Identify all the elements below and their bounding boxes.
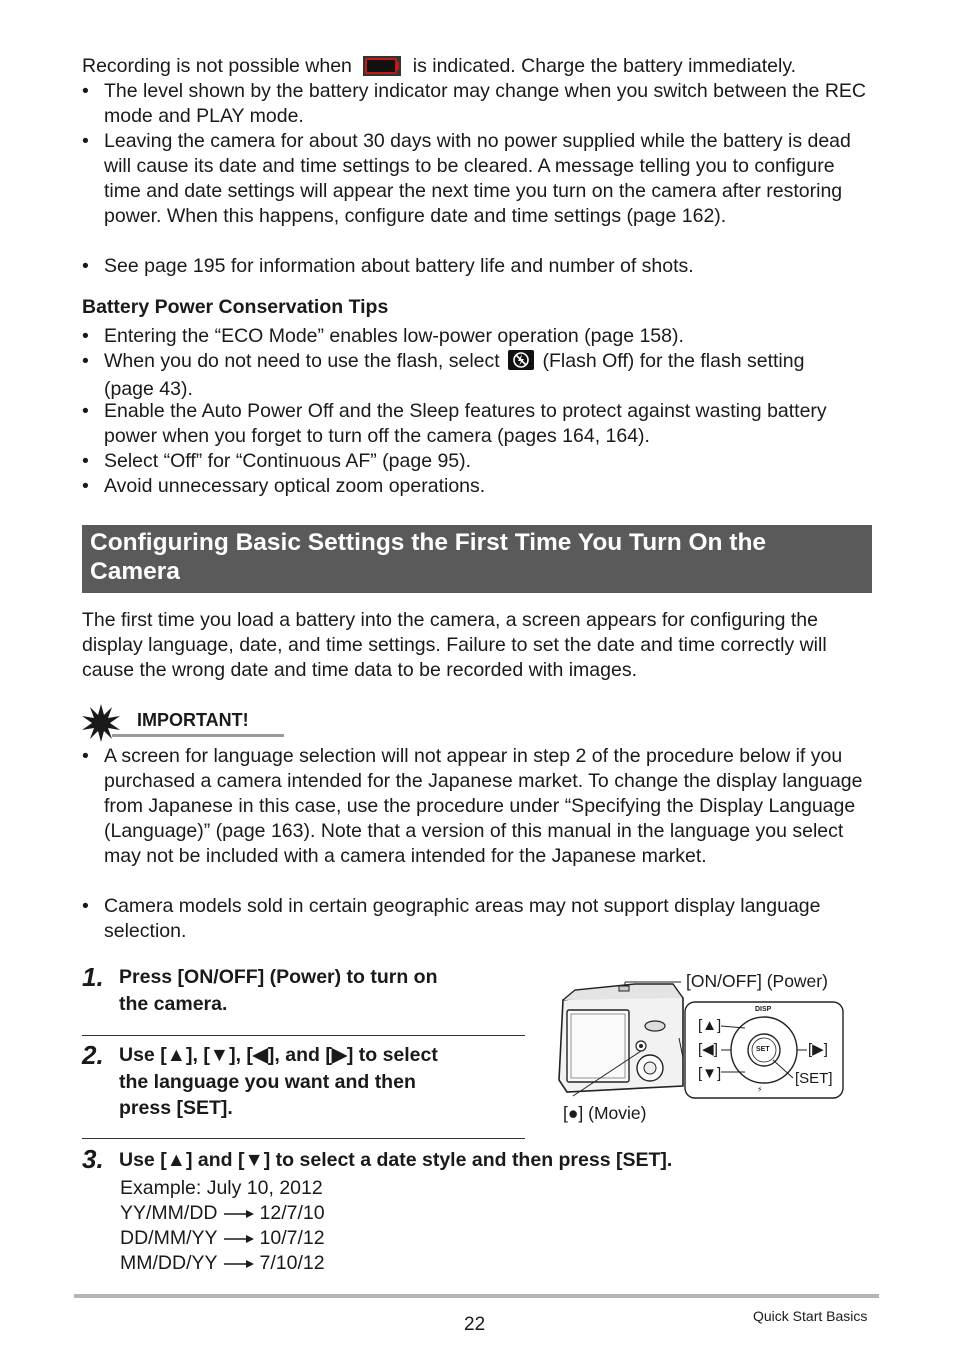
- bullet-text: Leaving the camera for about 30 days with no power supplied while the battery is dead will cause its date and time settings to be cleared. A message telling you to configure time and date settings will appear the next time you turn on the camera after restoring power. When this happens, configure date and time settings (page 162).: [104, 130, 851, 227]
- arrow-right-icon: [224, 1226, 254, 1251]
- svg-text:⚡: ⚡: [757, 1085, 763, 1094]
- set-label: [SET]: [795, 1070, 833, 1087]
- arrow-right-icon: [224, 1251, 254, 1276]
- example-title: Example: July 10, 2012: [120, 1177, 323, 1199]
- bullet-text: When you do not need to use the flash, select: [104, 350, 500, 372]
- section-title: Configuring Basic Settings the First Time You Turn On the Camera: [90, 529, 767, 585]
- step-text: Use [▲], [▼], [◀], and [▶] to select the language you want and then press [SET].: [119, 1044, 438, 1119]
- tips-heading: Battery Power Conservation Tips: [82, 296, 389, 318]
- footer-rule: [74, 1294, 879, 1298]
- divider: [82, 1035, 525, 1036]
- down-label: [▼]: [698, 1065, 722, 1082]
- page-number: 22: [464, 1314, 486, 1335]
- disp-label: DISP: [755, 1006, 772, 1013]
- bullet-text: (Flash Off) for the flash setting: [542, 350, 805, 372]
- bullet-text: Select “Off” for “Continuous AF” (page 95).: [104, 450, 472, 472]
- step-number: 1.: [82, 962, 104, 992]
- bullet-text: Camera models sold in certain geographic areas may not support display language selection.: [104, 895, 821, 942]
- bullet-text: See page 195 for information about battery life and number of shots.: [104, 255, 694, 277]
- movie-label: [●] (Movie): [563, 1103, 647, 1123]
- power-label: [ON/OFF] (Power): [686, 971, 828, 991]
- footer-section: Quick Start Basics: [753, 1308, 868, 1324]
- left-label: [◀]: [698, 1041, 718, 1058]
- right-label: [▶]: [808, 1041, 828, 1058]
- divider: [82, 1138, 525, 1139]
- flash-off-icon: [508, 350, 534, 377]
- section-intro: The first time you load a battery into the camera, a screen appears for configuring the display language, date, and time settings. Failure to set the date and time correctly will cause the wrong date and time data to be recorded with images.: [82, 609, 827, 681]
- example-row: MM/DD/YY 7/10/12: [120, 1251, 325, 1276]
- section-banner: [82, 525, 872, 593]
- camera-illustration: [555, 968, 855, 1128]
- step-number: 2.: [82, 1040, 104, 1070]
- arrow-right-icon: [224, 1201, 254, 1226]
- recording-note-start: Recording is not possible when: [82, 55, 352, 77]
- bullet-text: The level shown by the battery indicator may change when you switch between the REC mode and PLAY mode.: [104, 80, 866, 127]
- bullet-text: Avoid unnecessary optical zoom operations.: [104, 475, 486, 497]
- up-label: [▲]: [698, 1017, 722, 1034]
- important-burst-icon: [82, 704, 120, 747]
- important-underline: [112, 734, 284, 737]
- bullet-text: A screen for language selection will not appear in step 2 of the procedure below if you purchased a camera intended for the Japanese market. To change the display language from Japanese in this case, use the procedure under “Specifying the Display Language (Language)” (page 163). Note that a version of this manual in the language you select may not be included with a camera intended for the Japanese market.: [104, 745, 863, 867]
- recording-note-end: is indicated. Charge the battery immediately.: [412, 55, 797, 77]
- example-row: DD/MM/YY 10/7/12: [120, 1226, 325, 1251]
- bullet-text: Enable the Auto Power Off and the Sleep features to protect against wasting battery power when you forget to turn off the camera (pages 164, 164).: [104, 400, 827, 447]
- bullet-text: Entering the “ECO Mode” enables low-power operation (page 158).: [104, 325, 684, 347]
- set-button: SET: [756, 1046, 770, 1053]
- example-row: YY/MM/DD 12/7/10: [120, 1201, 325, 1226]
- step-number: 3.: [82, 1144, 104, 1174]
- step-text: Use [▲] and [▼] to select a date style and then press [SET].: [119, 1149, 673, 1171]
- important-label: IMPORTANT!: [137, 710, 249, 730]
- step-text: Press [ON/OFF] (Power) to turn on the camera.: [119, 966, 438, 1015]
- bullet-text: (page 43).: [104, 378, 193, 400]
